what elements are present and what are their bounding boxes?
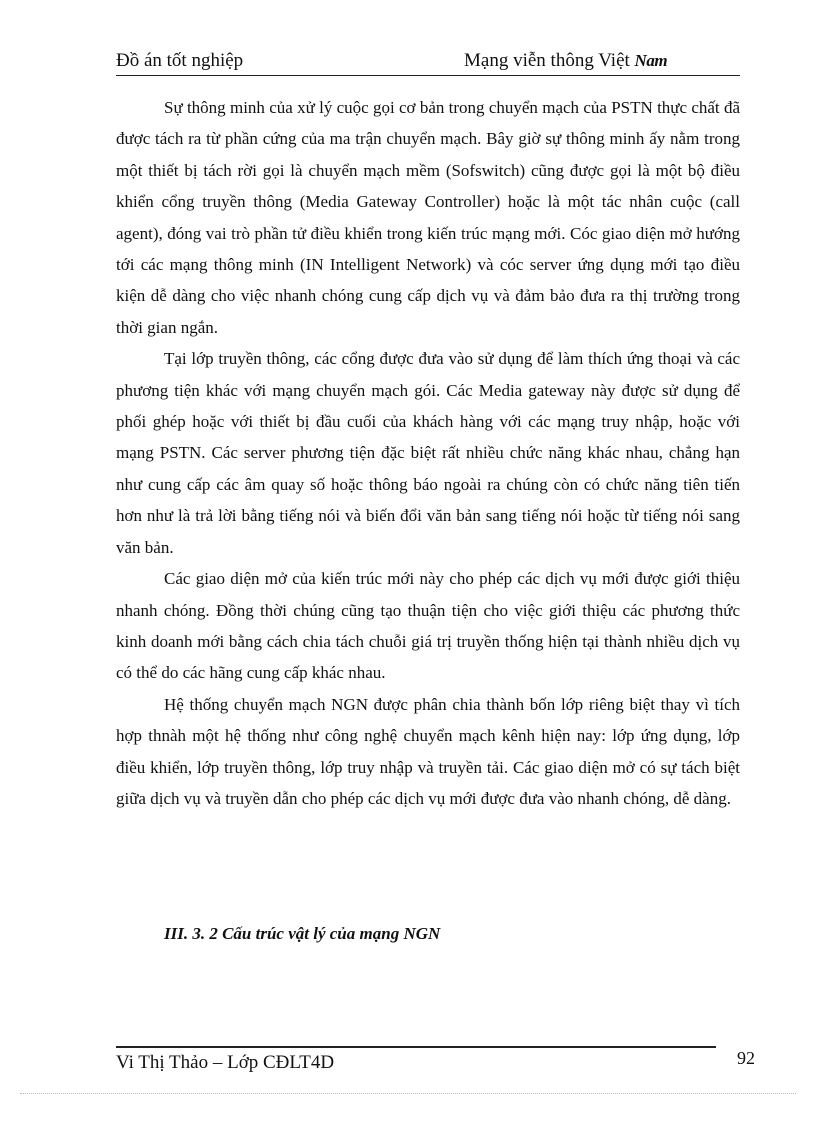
header-title-right-main: Mạng viễn thông Việt <box>464 50 635 71</box>
section-heading: III. 3. 2 Cấu trúc vật lý của mạng NGN <box>164 924 441 943</box>
paragraph-1: Sự thông minh của xử lý cuộc gọi cơ bản trong chuyển mạch của PSTN thực chất đã được tách ra từ phần cứng của ma trận chuyển mạch. Bây giờ sự thông minh ấy nằm trong một thiết bị tách rời gọi là chuyển mạch mềm (Sofswitch) cũng được gọi là một bộ điều khiển cổng truyền thông (Media Gateway Controller) hoặc là một tác nhân cuộc (call agent), đóng vai trò phần tử điều khiển trong kiến trúc mạng mới. Cóc giao diện mở hướng tới các mạng thông minh (IN Intelligent Network) và cóc server ứng dụng mới tạo điều kiện dễ dàng cho việc nhanh chóng cung cấp dịch vụ và đảm bảo đưa ra thị trường trong thời gian ngắn. <box>116 98 740 337</box>
header-title-right <box>464 50 667 72</box>
paragraph-3: Các giao diện mở của kiến trúc mới này cho phép các dịch vụ mới được giới thiệu nhanh chóng. Đồng thời chúng cũng tạo thuận tiện cho việc giới thiệu các phương thức kinh doanh mới bằng cách chia tách chuỗi giá trị truyền thống hiện tại thành nhiều dịch vụ có thể do các hãng cung cấp khác nhau. <box>116 569 740 683</box>
page-header <box>116 46 740 76</box>
page-number: 92 <box>737 1048 755 1068</box>
paragraph-2: Tại lớp truyền thông, các cổng được đưa vào sử dụng để làm thích ứng thoại và các phương tiện khác với mạng chuyển mạch gói. Các Media gateway này được sử dụng để phối ghép hoặc với thiết bị đầu cuối của khách hàng với các mạng truy nhập, hoặc với mạng PSTN. Các server phương tiện đặc biệt rất nhiều chức năng khác nhau, chẳng hạn như cung cấp các âm quay số hoặc thông báo ngoài ra chúng còn có chức năng tiên tiến hơn như là trả lời bằng tiếng nói và biến đổi văn bản sang tiếng nói hoặc từ tiếng nói sang văn bản. <box>116 349 740 557</box>
page-bottom-border <box>20 1093 796 1094</box>
header-title-left: Đồ án tốt nghiệp <box>116 50 244 71</box>
footer-divider <box>116 1046 716 1048</box>
footer-author: Vi Thị Thảo – Lớp CĐLT4D <box>116 1052 335 1073</box>
header-title-right-script: Nam <box>634 51 668 70</box>
paragraph-4: Hệ thống chuyển mạch NGN được phân chia thành bốn lớp riêng biệt thay vì tích hợp thnàh một hệ thống như công nghệ chuyển mạch kênh hiện nay: lớp ứng dụng, lớp điều khiển, lớp truyền thông, lớp truy nhập và truyền tải. Các giao diện mở có sự tách biệt giữa dịch vụ và truyền dẫn cho phép các dịch vụ mới được đưa vào nhanh chóng, dễ dàng. <box>116 694 740 808</box>
body-text <box>116 92 740 814</box>
